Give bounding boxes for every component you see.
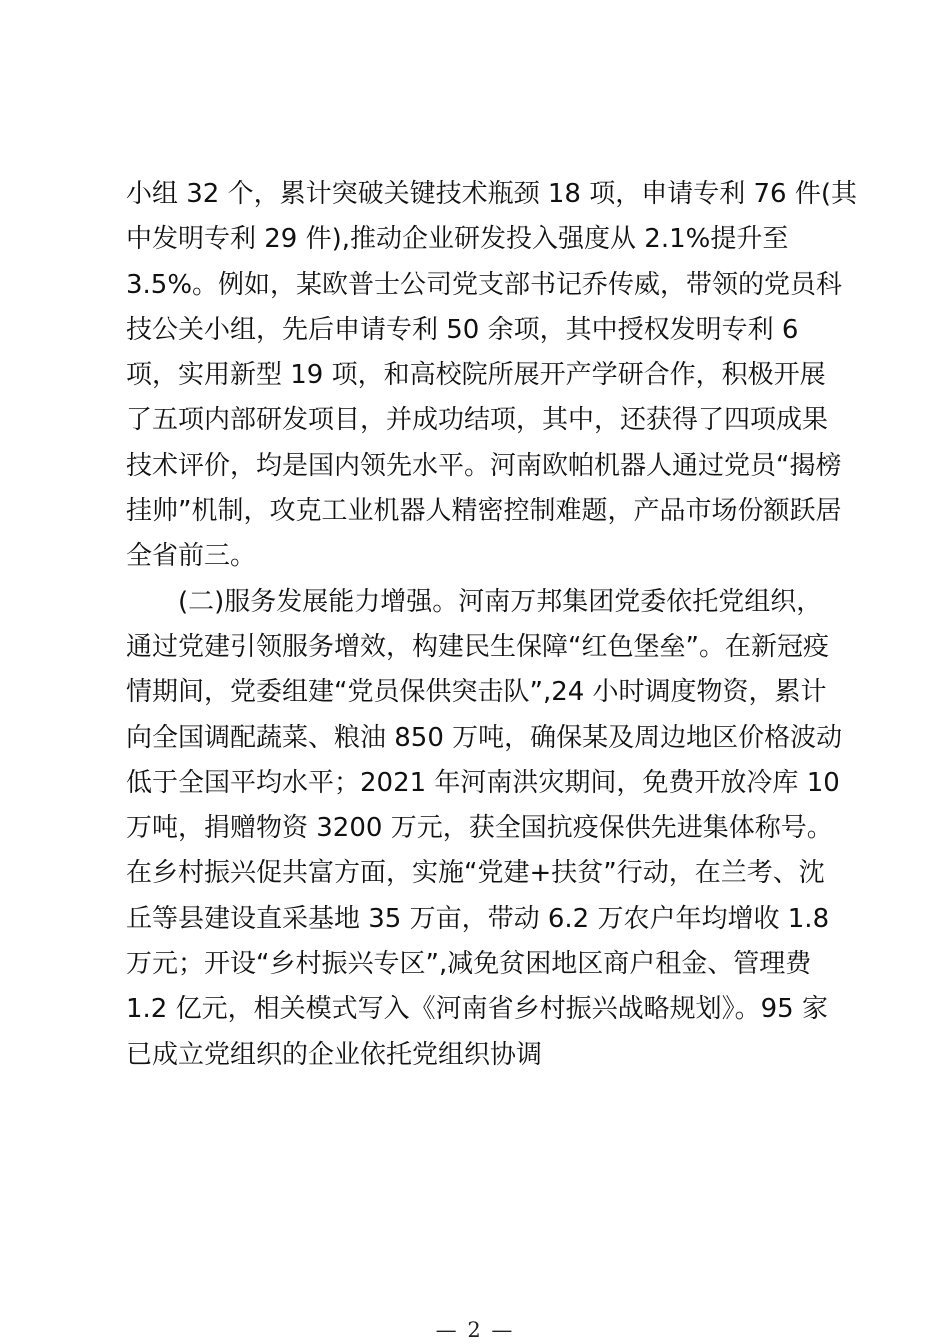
text-line: 3.5%。例如，某欧普士公司党支部书记乔传威，带领的党员科 [126,269,843,300]
text-line: 万元；开设“乡村振兴专区”,减免贫困地区商户租金、管理费 [126,949,812,980]
text-line: 技公关小组，先后申请专利 50 余项，其中授权发明专利 6 [126,314,799,345]
text-line: 1.2 亿元，相关模式写入《河南省乡村振兴战略规划》。95 家 [126,994,828,1025]
text-line: 情期间，党委组建“党员保供突击队”,24 小时调度物资，累计 [126,677,827,708]
text-line: 项，实用新型 19 项，和高校院所展开产学研合作，积极开展 [126,360,826,391]
text-line: 已成立党组织的企业依托党组织协调 [126,1039,543,1070]
section-heading-line: (二)服务发展能力增强。河南万邦集团党委依托党组织， [178,586,823,617]
text-line: 中发明专利 29 件),推动企业研发投入强度从 2.1%提升至 [126,224,789,255]
text-line: 全省前三。 [126,541,257,572]
text-line: 丘等县建设直采基地 35 万亩，带动 6.2 万农户年均增收 1.8 [126,903,830,934]
text-line: 向全国调配蔬菜、粮油 850 万吨，确保某及周边地区价格波动 [126,722,843,753]
body-text [126,172,857,1078]
text-line: 低于全国平均水平；2021 年河南洪灾期间，免费开放冷库 10 [126,767,840,798]
text-line: 技术评价，均是国内领先水平。河南欧帕机器人通过党员“揭榜 [126,450,842,481]
page-number: — 2 — [435,1318,515,1342]
text-line: 挂帅”机制，攻克工业机器人精密控制难题，产品市场份额跃居 [126,496,842,527]
text-line: 在乡村振兴促共富方面，实施“党建+扶贫”行动，在兰考、沈 [126,858,825,889]
text-line: 小组 32 个，累计突破关键技术瓶颈 18 项，申请专利 76 件(其 [126,179,857,209]
text-line: 了五项内部研发项目，并成功结项，其中，还获得了四项成果 [126,405,829,436]
text-line: 万吨，捐赠物资 3200 万元，获全国抗疫保供先进集体称号。 [126,813,833,844]
text-line: 通过党建引领服务增效，构建民生保障“红色堡垒”。在新冠疫 [126,631,829,662]
